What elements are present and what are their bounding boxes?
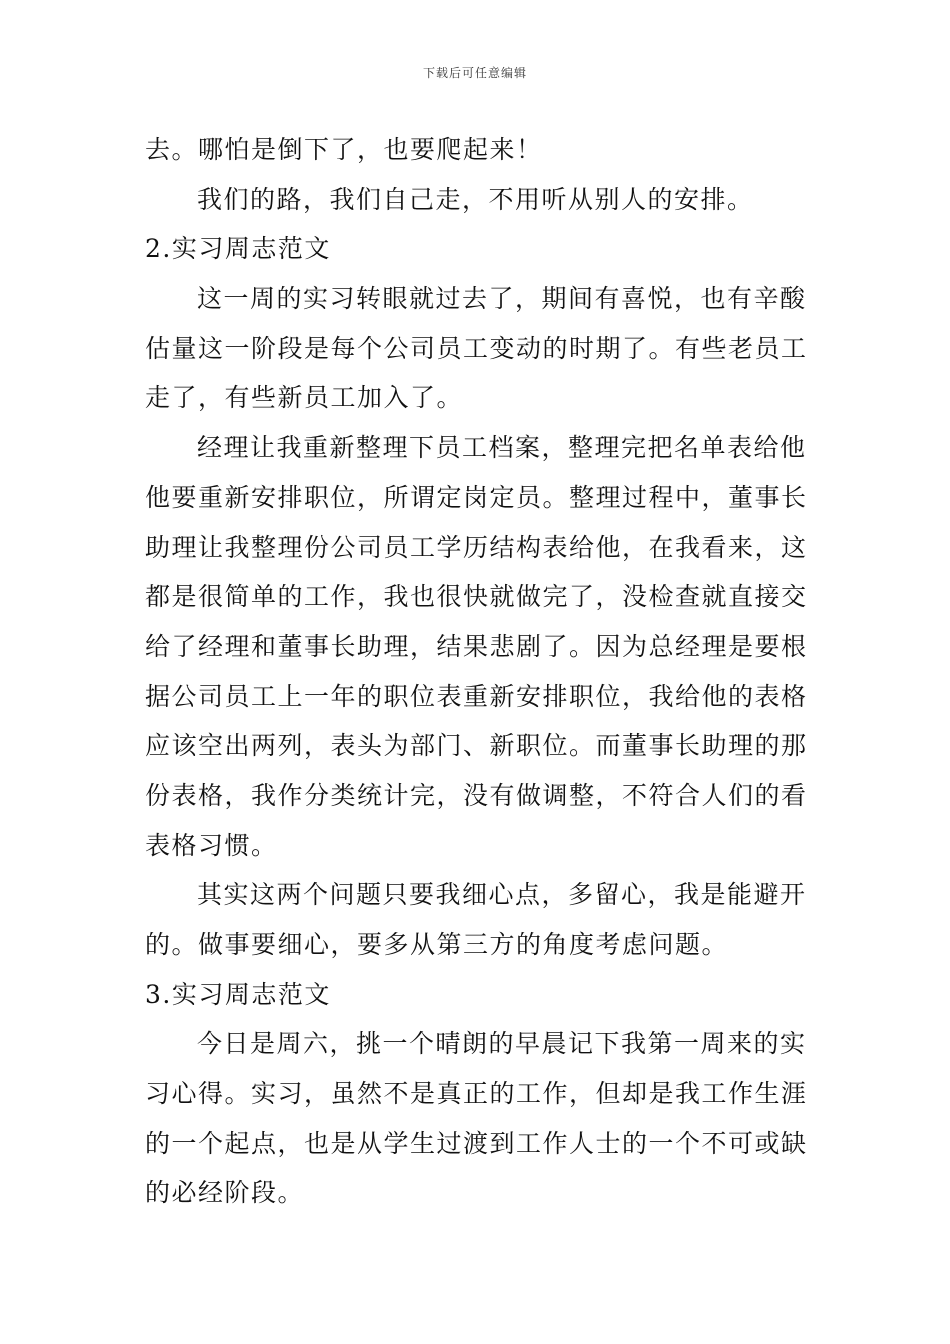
text-line: 今日是周六，挑一个晴朗的早晨记下我第一周来的实 [197, 1029, 807, 1059]
text-line: 我们的路，我们自己走，不用听从别人的安排。 [197, 184, 754, 214]
text-line: 助理让我整理份公司员工学历结构表给他，在我看来，这 [145, 532, 808, 562]
document-body [145, 128, 809, 1221]
text-line: 据公司员工上一年的职位表重新安排职位，我给他的表格 [145, 681, 808, 711]
text-line: 经理让我重新整理下员工档案，整理完把名单表给他 [197, 433, 807, 463]
section-heading: 2.实习周志范文 [145, 234, 331, 264]
text-line: 的。做事要细心，要多从第三方的角度考虑问题。 [145, 930, 729, 959]
text-line: 去。哪怕是倒下了，也要爬起来！ [145, 135, 543, 164]
text-line: 给了经理和董事长助理，结果悲剧了。因为总经理是要根 [145, 631, 808, 661]
text-line: 其实这两个问题只要我细心点，多留心，我是能避开 [197, 880, 807, 910]
text-line: 习心得。实习，虽然不是真正的工作，但却是我工作生涯 [145, 1079, 808, 1109]
text-line: 估量这一阶段是每个公司员工变动的时期了。有些老员工 [145, 333, 808, 363]
text-line: 份表格，我作分类统计完，没有做调整，不符合人们的看 [145, 780, 808, 810]
text-line: 的一个起点，也是从学生过渡到工作人士的一个不可或缺 [145, 1128, 808, 1158]
text-line: 他要重新安排职位，所谓定岗定员。整理过程中，董事长 [145, 482, 808, 512]
text-line: 表格习惯。 [145, 830, 278, 860]
text-line: 都是很简单的工作，我也很快就做完了，没检查就直接交 [145, 582, 808, 612]
text-line: 应该空出两列，表头为部门、新职位。而董事长助理的那 [145, 731, 808, 761]
page-header: 下载后可任意编辑 [422, 66, 527, 80]
text-line: 走了，有些新员工加入了。 [145, 383, 464, 413]
section-heading: 3.实习周志范文 [145, 979, 331, 1009]
text-line: 的必经阶段。 [145, 1178, 305, 1208]
text-line: 这一周的实习转眼就过去了，期间有喜悦，也有辛酸 [197, 284, 807, 314]
